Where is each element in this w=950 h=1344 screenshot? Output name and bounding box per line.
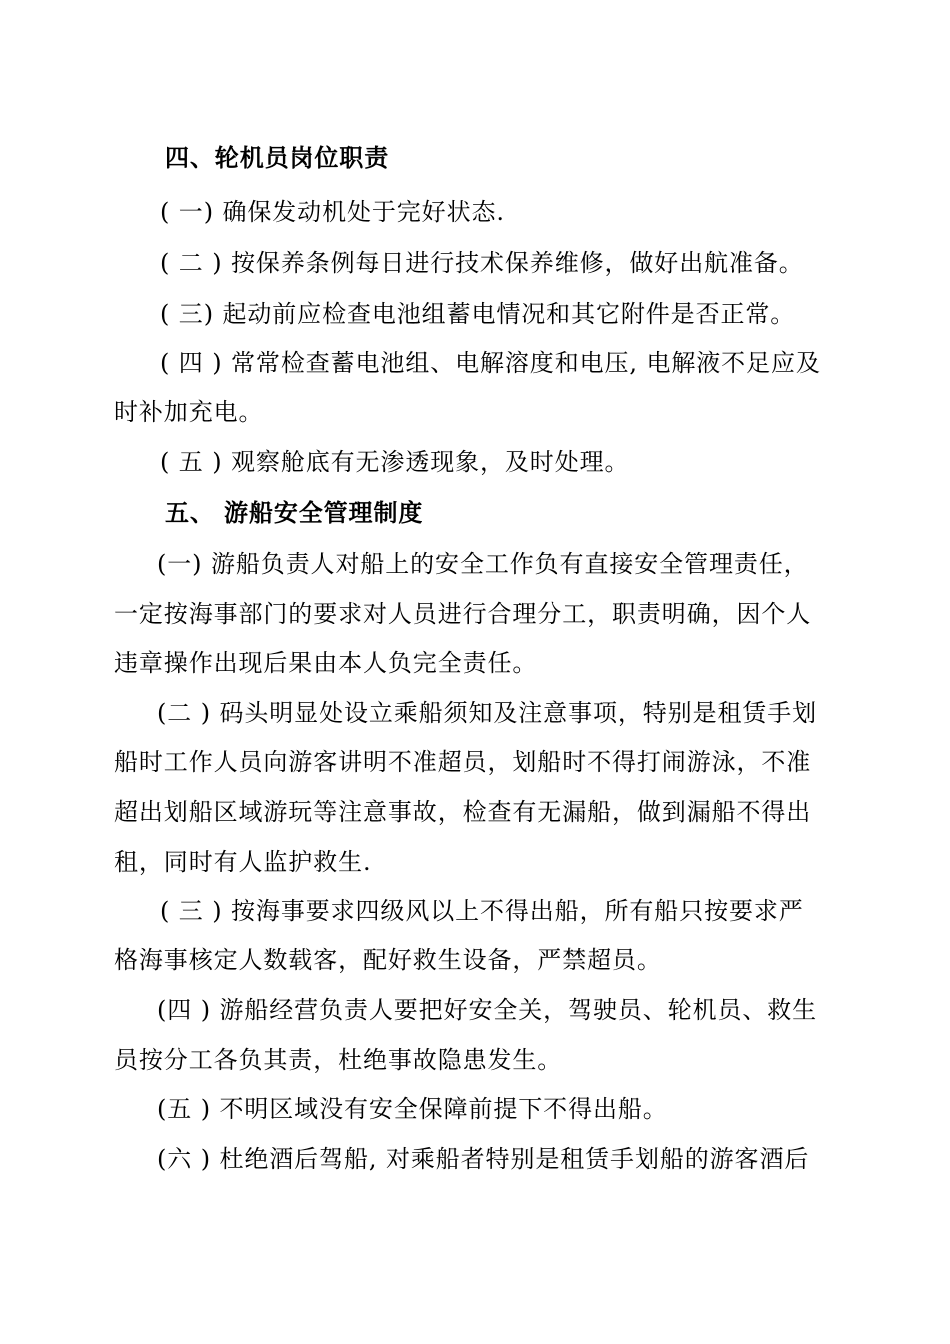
- paragraph-line: ( 三 ) 按海事要求四级风以上不得出船，所有船只按要求严: [160, 897, 804, 925]
- paragraph-line: 时补加充电。: [114, 398, 264, 426]
- paragraph-line: ( 三) 起动前应检查电池组蓄电情况和其它附件是否正常。: [160, 300, 796, 328]
- paragraph-line: (五 ) 不明区域没有安全保障前提下不得出船。: [157, 1095, 668, 1123]
- paragraph-line: ( 二 ) 按保养条例每日进行技术保养维修，做好出航准备。: [160, 249, 804, 277]
- paragraph-line: 超出划船区域游玩等注意事故，检查有无漏船，做到漏船不得出: [114, 798, 812, 826]
- paragraph-line: (二 ) 码头明显处设立乘船须知及注意事项，特别是租赁手划: [157, 699, 818, 727]
- paragraph-line: 格海事核定人数载客，配好救生设备，严禁超员。: [114, 946, 662, 974]
- paragraph-line: 员按分工各负其责，杜绝事故隐患发生。: [114, 1046, 563, 1074]
- section-heading-4: 四、轮机员岗位职责: [165, 143, 390, 172]
- paragraph-line: (一) 游船负责人对船上的安全工作负有直接安全管理责任，: [157, 550, 809, 578]
- paragraph-line: 租，同时有人监护救生.: [114, 848, 372, 876]
- paragraph-line: 船时工作人员向游客讲明不准超员，划船时不得打闹游泳，不准: [114, 748, 812, 776]
- paragraph-line: ( 五 ) 观察舱底有无渗透现象，及时处理。: [160, 448, 630, 476]
- section-heading-5: 五、 游船安全管理制度: [165, 498, 424, 527]
- paragraph-line: ( 一) 确保发动机处于完好状态.: [160, 198, 505, 226]
- paragraph-line: (六 ) 杜绝酒后驾船, 对乘船者特别是租赁手划船的游客酒后: [157, 1145, 810, 1173]
- paragraph-line: 一定按海事部门的要求对人员进行合理分工，职责明确，因个人: [114, 600, 812, 628]
- paragraph-line: (四 ) 游船经营负责人要把好安全关，驾驶员、轮机员、救生: [157, 996, 818, 1024]
- paragraph-line: 违章操作出现后果由本人负完全责任。: [114, 649, 538, 677]
- paragraph-line: ( 四 ) 常常检查蓄电池组、电解溶度和电压, 电解液不足应及: [160, 349, 821, 377]
